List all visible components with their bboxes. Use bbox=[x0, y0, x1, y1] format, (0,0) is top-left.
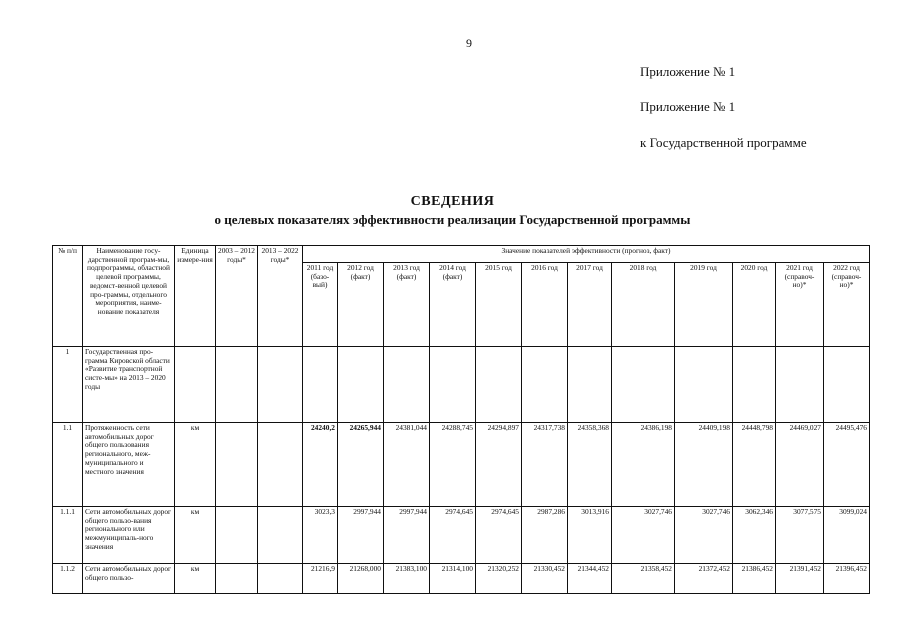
row-value: 21320,252 bbox=[476, 564, 522, 594]
row-value: 2997,944 bbox=[384, 507, 430, 564]
row-num: 1.1 bbox=[53, 423, 83, 507]
row-name: Протяженность сети автомобильных дорог общего пользования регионального, меж-муниципального и местного значения bbox=[83, 423, 175, 507]
header-year: 2021 год (справоч-но)* bbox=[776, 263, 824, 347]
header-unit: Единица измере-ния bbox=[175, 246, 216, 347]
row-value: 2997,944 bbox=[338, 507, 384, 564]
row-value: 21314,100 bbox=[430, 564, 476, 594]
row-value bbox=[303, 347, 338, 423]
row-value: 3027,746 bbox=[675, 507, 733, 564]
row-value: 3027,746 bbox=[612, 507, 675, 564]
row-value: 3023,3 bbox=[303, 507, 338, 564]
row-value: 21268,000 bbox=[338, 564, 384, 594]
row-num: 1 bbox=[53, 347, 83, 423]
row-value: 21330,452 bbox=[522, 564, 568, 594]
row-value: 3077,575 bbox=[776, 507, 824, 564]
row-value: 2987,286 bbox=[522, 507, 568, 564]
header-year: 2015 год bbox=[476, 263, 522, 347]
row-2003-2012 bbox=[216, 423, 258, 507]
appendix-line-2: Приложение № 1 bbox=[640, 99, 736, 114]
header-2003-2012: 2003 – 2012 годы* bbox=[216, 246, 258, 347]
row-value: 24358,368 bbox=[568, 423, 612, 507]
row-value: 21383,100 bbox=[384, 564, 430, 594]
header-year: 2016 год bbox=[522, 263, 568, 347]
row-2013-2022 bbox=[258, 564, 303, 594]
header-year: 2013 год (факт) bbox=[384, 263, 430, 347]
row-2013-2022 bbox=[258, 423, 303, 507]
row-value bbox=[733, 347, 776, 423]
row-value bbox=[384, 347, 430, 423]
header-year: 2011 год (базо-вый) bbox=[303, 263, 338, 347]
row-unit: км bbox=[175, 564, 216, 594]
row-value bbox=[612, 347, 675, 423]
row-value: 24409,198 bbox=[675, 423, 733, 507]
document-title: СВЕДЕНИЯ bbox=[410, 194, 495, 209]
row-value: 3099,024 bbox=[824, 507, 870, 564]
row-value bbox=[824, 347, 870, 423]
row-value: 21396,452 bbox=[824, 564, 870, 594]
row-value: 21216,9 bbox=[303, 564, 338, 594]
appendix-line-1: Приложение № 1 bbox=[640, 64, 736, 79]
row-value: 3013,916 bbox=[568, 507, 612, 564]
table-row bbox=[53, 347, 870, 423]
row-value: 24317,738 bbox=[522, 423, 568, 507]
row-value: 21391,452 bbox=[776, 564, 824, 594]
row-value bbox=[338, 347, 384, 423]
row-value bbox=[568, 347, 612, 423]
row-2003-2012 bbox=[216, 507, 258, 564]
row-unit: км bbox=[175, 423, 216, 507]
row-2013-2022 bbox=[258, 347, 303, 423]
row-value bbox=[675, 347, 733, 423]
row-name: Государственная про-грамма Кировской области «Развитие транспортной систе-мы» на 2013 – 2020 годы bbox=[83, 347, 175, 423]
row-value: 24288,745 bbox=[430, 423, 476, 507]
header-2013-2022: 2013 – 2022 годы* bbox=[258, 246, 303, 347]
row-2013-2022 bbox=[258, 507, 303, 564]
row-value: 24386,198 bbox=[612, 423, 675, 507]
row-value bbox=[776, 347, 824, 423]
row-value: 24469,027 bbox=[776, 423, 824, 507]
header-num: № п/п bbox=[53, 246, 83, 347]
header-year: 2020 год bbox=[733, 263, 776, 347]
row-value: 21358,452 bbox=[612, 564, 675, 594]
row-value: 24448,798 bbox=[733, 423, 776, 507]
header-year: 2019 год bbox=[675, 263, 733, 347]
table-row bbox=[53, 507, 870, 564]
appendix-line-3: к Государственной программе bbox=[640, 135, 807, 150]
table-row bbox=[53, 564, 870, 594]
row-value: 24265,944 bbox=[338, 423, 384, 507]
row-value: 2974,645 bbox=[430, 507, 476, 564]
row-2003-2012 bbox=[216, 564, 258, 594]
row-value: 21344,452 bbox=[568, 564, 612, 594]
header-year: 2022 год (справоч-но)* bbox=[824, 263, 870, 347]
header-year: 2017 год bbox=[568, 263, 612, 347]
row-num: 1.1.1 bbox=[53, 507, 83, 564]
page-number: 9 bbox=[466, 36, 472, 50]
header-year: 2014 год (факт) bbox=[430, 263, 476, 347]
row-value: 2974,645 bbox=[476, 507, 522, 564]
row-value: 21386,452 bbox=[733, 564, 776, 594]
header-values-group: Значение показателей эффективности (прогноз, факт) bbox=[303, 246, 870, 263]
row-2003-2012 bbox=[216, 347, 258, 423]
header-name: Наименование госу-дарственной програм-мы, подпрограммы, областной целевой программы, ведомст-венной целевой про-граммы, отдельного мероприятия, наиме-нование показателя bbox=[83, 246, 175, 347]
row-name: Сети автомобильных дорог общего пользо- bbox=[83, 564, 175, 594]
row-value: 24495,476 bbox=[824, 423, 870, 507]
row-value: 24381,044 bbox=[384, 423, 430, 507]
row-value bbox=[476, 347, 522, 423]
row-value: 21372,452 bbox=[675, 564, 733, 594]
indicators-table bbox=[52, 245, 870, 594]
header-row-1 bbox=[53, 246, 870, 263]
table-row bbox=[53, 423, 870, 507]
row-name: Сети автомобильных дорог общего пользо-вания регионального или межмуниципаль-ного значения bbox=[83, 507, 175, 564]
document-subtitle: о целевых показателях эффективности реализации Государственной программы bbox=[214, 212, 691, 227]
row-value: 3062,346 bbox=[733, 507, 776, 564]
row-unit bbox=[175, 347, 216, 423]
row-value bbox=[522, 347, 568, 423]
row-value bbox=[430, 347, 476, 423]
row-value: 24294,897 bbox=[476, 423, 522, 507]
header-year: 2012 год (факт) bbox=[338, 263, 384, 347]
row-num: 1.1.2 bbox=[53, 564, 83, 594]
header-year: 2018 год bbox=[612, 263, 675, 347]
row-unit: км bbox=[175, 507, 216, 564]
row-value: 24240,2 bbox=[303, 423, 338, 507]
